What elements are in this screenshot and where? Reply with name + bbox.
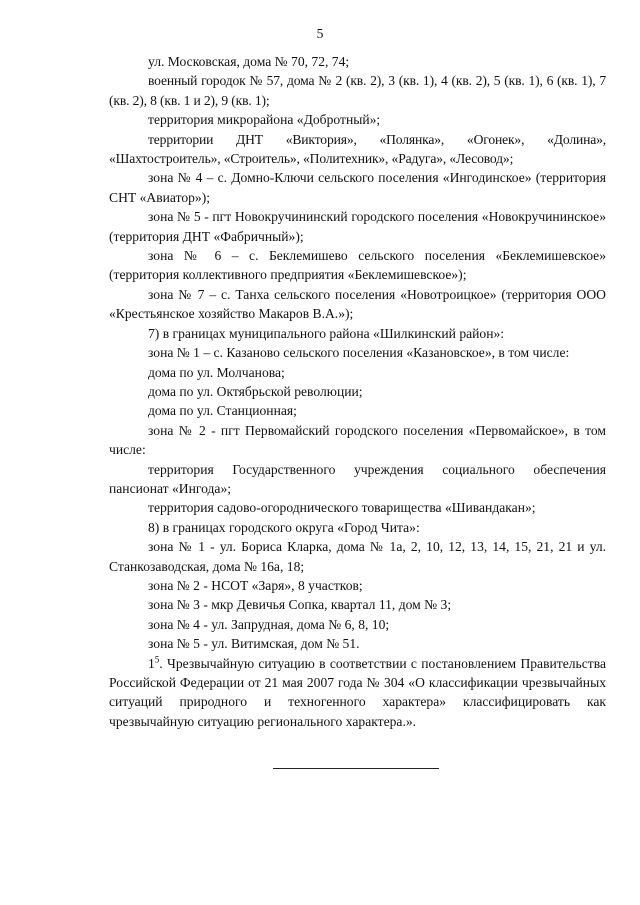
paragraph: зона № 2 - пгт Первомайский городского поселения «Первомайское», в том числе: (109, 422, 606, 458)
paragraph: 8) в границах городского округа «Город Чита»: (148, 519, 420, 535)
paragraph: территории ДНТ «Виктория», «Полянка», «Огонек», «Долина», «Шахтостроитель», «Строитель», «Политехник», «Радуга», «Лесовод»; (109, 131, 606, 167)
paragraph: дома по ул. Станционная; (148, 403, 297, 419)
final-clause (109, 654, 606, 732)
clause-text: . Чрезвычайную ситуацию в соответствии с постановлением Правительства Российской Федерации от 21 мая 2007 года № 304 «О классификации чрезвычайных ситуаций природного и техногенного характера» классифицировать как чрезвычайную ситуацию регионального характера.». (109, 655, 606, 729)
paragraph: зона № 1 – с. Казаново сельского поселения «Казановское», в том числе: (148, 345, 570, 361)
paragraph: зона № 4 - ул. Запрудная, дома № 6, 8, 10; (148, 616, 390, 632)
clause-superscript: 5 (154, 654, 160, 665)
paragraph: зона № 3 - мкр Девичья Сопка, квартал 11, дом № 3; (148, 597, 452, 613)
paragraph: зона № 7 – с. Танха сельского поселения «Новотроицкое» (территория ООО «Крестьянское хозяйство Макаров В.А.»); (109, 286, 606, 322)
paragraph: дома по ул. Октябрьской революции; (148, 383, 363, 399)
paragraph: территория Государственного учреждения социального обеспечения пансионат «Ингода»; (109, 461, 606, 496)
paragraph: ул. Московская, дома № 70, 72, 74; (148, 54, 350, 69)
page-number: 5 (316, 26, 324, 41)
paragraph: зона № 5 - пгт Новокручининский городского поселения «Новокручининское» (территория ДНТ «Фабричный»); (109, 209, 606, 244)
paragraph: зона № 2 - НСОТ «Заря», 8 участков; (148, 577, 363, 593)
paragraph: военный городок № 57, дома № 2 (кв. 2), 3 (кв. 1), 4 (кв. 2), 5 (кв. 1), 6 (кв. 1), 7 (кв. 2), 8 (кв. 1 и 2), 9 (кв. 1); (109, 73, 606, 108)
divider-line (273, 768, 439, 769)
document-body (109, 52, 606, 731)
paragraph: дома по ул. Молчанова; (148, 364, 285, 380)
paragraph: зона № 4 – с. Домно-Ключи сельского поселения «Ингодинское» (территория СНТ «Авиатор»); (109, 170, 606, 205)
paragraph: 7) в границах муниципального района «Шилкинский район»: (148, 325, 505, 341)
paragraph: территория садово-огороднического товарищества «Шивандакан»; (148, 500, 536, 516)
paragraph: зона № 1 - ул. Бориса Кларка, дома № 1а, 2, 10, 12, 13, 14, 15, 21, 21 и ул. Станкозаводская, дома № 16а, 18; (109, 539, 606, 574)
clause-number: 1 (148, 655, 155, 671)
paragraph: территория микрорайона «Добротный»; (148, 112, 381, 128)
paragraph: зона № 5 - ул. Витимская, дом № 51. (148, 636, 360, 652)
paragraph: зона № 6 – с. Беклемишево сельского поселения «Беклемишевское» (территория коллективного предприятия «Беклемишевское»); (109, 248, 606, 283)
